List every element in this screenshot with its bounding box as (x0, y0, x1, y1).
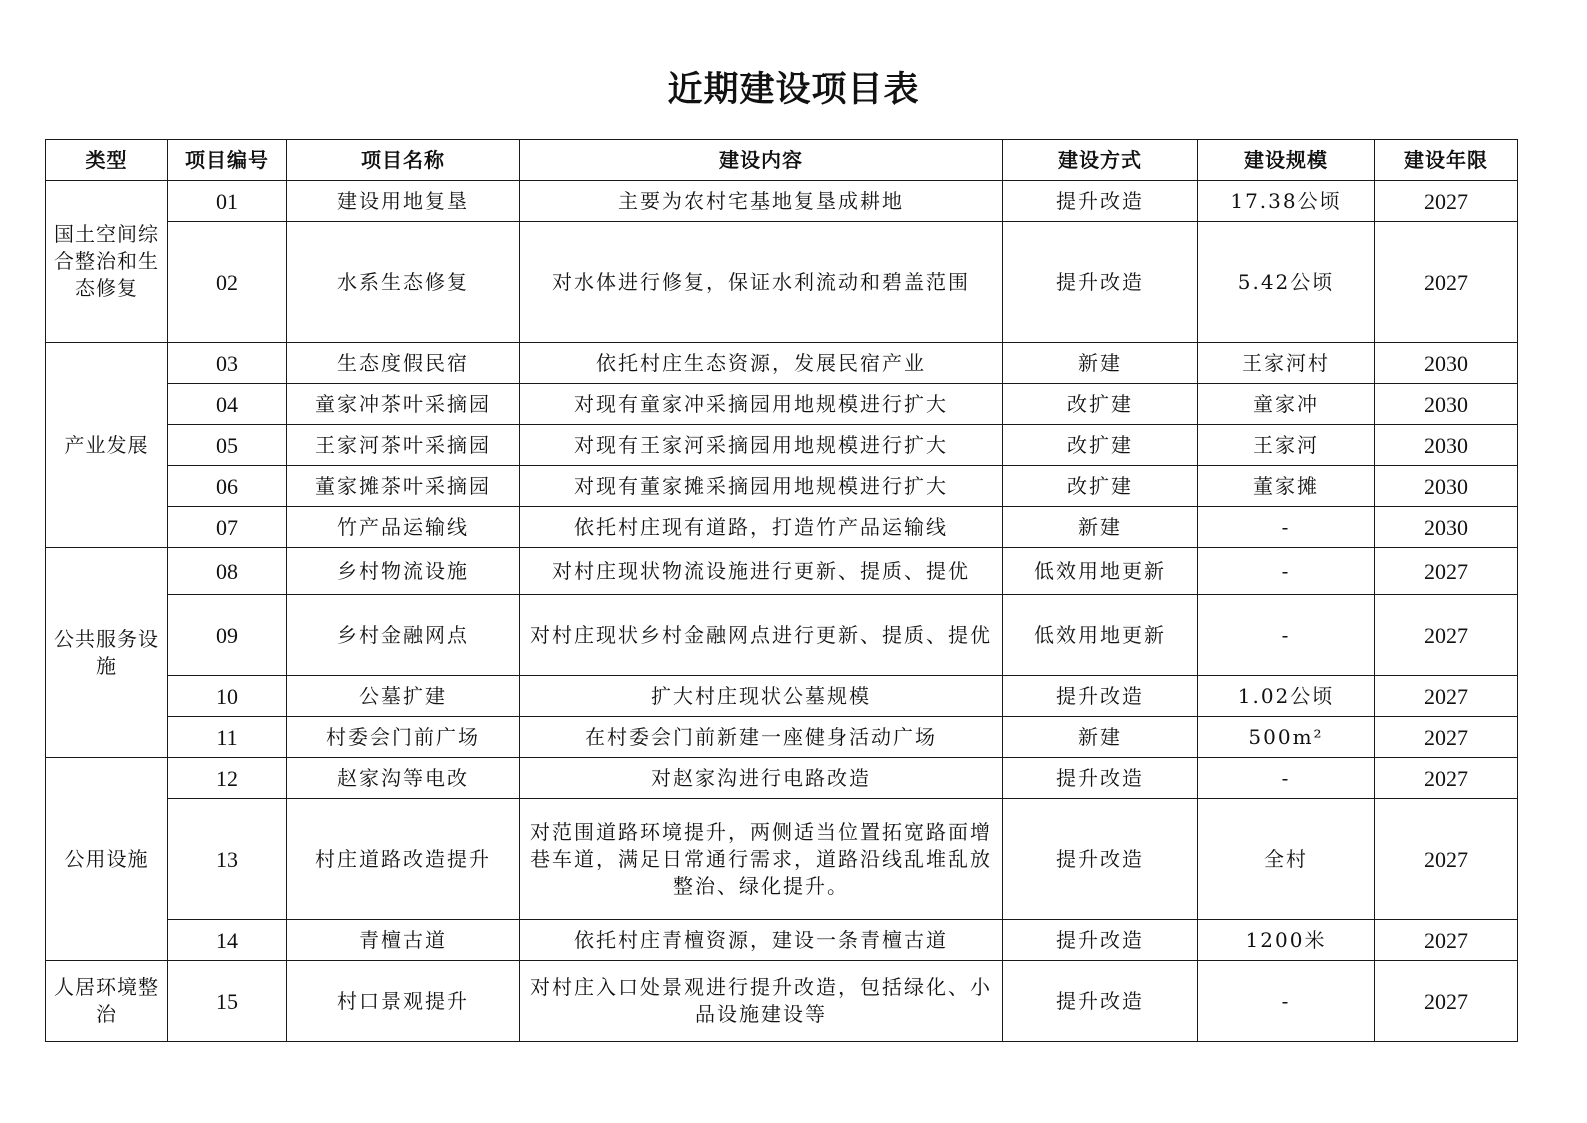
category-cell: 公用设施 (46, 758, 168, 961)
build-method-cell: 提升改造 (1003, 961, 1198, 1042)
project-id-cell: 10 (168, 676, 287, 717)
project-name-cell: 乡村物流设施 (287, 548, 520, 595)
build-year-cell: 2030 (1375, 425, 1518, 466)
project-content-cell: 在村委会门前新建一座健身活动广场 (520, 717, 1003, 758)
build-method-cell: 改扩建 (1003, 425, 1198, 466)
build-scale-cell: 王家河 (1198, 425, 1375, 466)
table-row (46, 384, 1518, 425)
header-method: 建设方式 (1003, 140, 1198, 181)
build-method-cell: 提升改造 (1003, 222, 1198, 343)
table-row (46, 799, 1518, 920)
header-row (46, 140, 1518, 181)
category-cell: 国土空间综合整治和生态修复 (46, 181, 168, 343)
project-id-cell: 03 (168, 343, 287, 384)
project-content-cell: 对村庄现状物流设施进行更新、提质、提优 (520, 548, 1003, 595)
project-id-cell: 04 (168, 384, 287, 425)
table-row (46, 595, 1518, 676)
project-name-cell: 竹产品运输线 (287, 507, 520, 548)
header-scale: 建设规模 (1198, 140, 1375, 181)
table-row (46, 717, 1518, 758)
project-id-cell: 08 (168, 548, 287, 595)
project-id-cell: 12 (168, 758, 287, 799)
build-method-cell: 提升改造 (1003, 181, 1198, 222)
build-scale-cell: 童家冲 (1198, 384, 1375, 425)
project-name-cell: 青檀古道 (287, 920, 520, 961)
header-type: 类型 (46, 140, 168, 181)
build-year-cell: 2027 (1375, 961, 1518, 1042)
build-scale-cell: - (1198, 507, 1375, 548)
project-content-cell: 依托村庄青檀资源，建设一条青檀古道 (520, 920, 1003, 961)
page-title: 近期建设项目表 (667, 70, 920, 110)
project-name-cell: 建设用地复垦 (287, 181, 520, 222)
project-id-cell: 05 (168, 425, 287, 466)
project-content-cell: 扩大村庄现状公墓规模 (520, 676, 1003, 717)
header-content: 建设内容 (520, 140, 1003, 181)
project-id-cell: 15 (168, 961, 287, 1042)
category-cell: 人居环境整治 (46, 961, 168, 1042)
project-id-cell: 06 (168, 466, 287, 507)
category-cell: 产业发展 (46, 343, 168, 548)
category-cell: 公共服务设施 (46, 548, 168, 758)
build-method-cell: 低效用地更新 (1003, 595, 1198, 676)
table-row (46, 548, 1518, 595)
project-name-cell: 水系生态修复 (287, 222, 520, 343)
project-content-cell: 对现有王家河采摘园用地规模进行扩大 (520, 425, 1003, 466)
project-content-cell: 对赵家沟进行电路改造 (520, 758, 1003, 799)
project-id-cell: 02 (168, 222, 287, 343)
table-row (46, 425, 1518, 466)
project-id-cell: 14 (168, 920, 287, 961)
build-scale-cell: - (1198, 961, 1375, 1042)
project-content-cell: 对村庄入口处景观进行提升改造，包括绿化、小品设施建设等 (520, 961, 1003, 1042)
build-scale-cell: - (1198, 595, 1375, 676)
build-year-cell: 2027 (1375, 799, 1518, 920)
project-content-cell: 对现有董家摊采摘园用地规模进行扩大 (520, 466, 1003, 507)
project-id-cell: 11 (168, 717, 287, 758)
project-content-cell: 对水体进行修复，保证水利流动和碧盖范围 (520, 222, 1003, 343)
build-year-cell: 2030 (1375, 343, 1518, 384)
project-name-cell: 王家河茶叶采摘园 (287, 425, 520, 466)
project-name-cell: 村委会门前广场 (287, 717, 520, 758)
project-content-cell: 对村庄现状乡村金融网点进行更新、提质、提优 (520, 595, 1003, 676)
build-method-cell: 改扩建 (1003, 384, 1198, 425)
build-method-cell: 新建 (1003, 343, 1198, 384)
build-year-cell: 2027 (1375, 548, 1518, 595)
header-name: 项目名称 (287, 140, 520, 181)
project-name-cell: 赵家沟等电改 (287, 758, 520, 799)
table-row (46, 507, 1518, 548)
project-content-cell: 主要为农村宅基地复垦成耕地 (520, 181, 1003, 222)
build-year-cell: 2027 (1375, 717, 1518, 758)
project-name-cell: 村口景观提升 (287, 961, 520, 1042)
project-content-cell: 依托村庄现有道路，打造竹产品运输线 (520, 507, 1003, 548)
build-year-cell: 2027 (1375, 920, 1518, 961)
table-row (46, 961, 1518, 1042)
project-id-cell: 13 (168, 799, 287, 920)
build-method-cell: 提升改造 (1003, 920, 1198, 961)
project-id-cell: 01 (168, 181, 287, 222)
table-row (46, 343, 1518, 384)
build-scale-cell: 董家摊 (1198, 466, 1375, 507)
table-row (46, 676, 1518, 717)
build-year-cell: 2030 (1375, 507, 1518, 548)
build-scale-cell: 1200米 (1198, 920, 1375, 961)
projects-table (45, 139, 1518, 1042)
project-content-cell: 对现有童家冲采摘园用地规模进行扩大 (520, 384, 1003, 425)
project-name-cell: 村庄道路改造提升 (287, 799, 520, 920)
project-name-cell: 生态度假民宿 (287, 343, 520, 384)
project-name-cell: 董家摊茶叶采摘园 (287, 466, 520, 507)
build-year-cell: 2027 (1375, 758, 1518, 799)
project-content-cell: 依托村庄生态资源，发展民宿产业 (520, 343, 1003, 384)
build-year-cell: 2027 (1375, 595, 1518, 676)
table-row (46, 181, 1518, 222)
build-scale-cell: - (1198, 548, 1375, 595)
build-year-cell: 2030 (1375, 384, 1518, 425)
build-year-cell: 2027 (1375, 676, 1518, 717)
build-year-cell: 2027 (1375, 181, 1518, 222)
build-scale-cell: 1.02公顷 (1198, 676, 1375, 717)
build-scale-cell: 17.38公顷 (1198, 181, 1375, 222)
header-id: 项目编号 (168, 140, 287, 181)
build-year-cell: 2027 (1375, 222, 1518, 343)
build-method-cell: 新建 (1003, 507, 1198, 548)
build-method-cell: 提升改造 (1003, 799, 1198, 920)
build-method-cell: 提升改造 (1003, 758, 1198, 799)
build-scale-cell: 500m² (1198, 717, 1375, 758)
project-id-cell: 07 (168, 507, 287, 548)
project-name-cell: 公墓扩建 (287, 676, 520, 717)
build-method-cell: 低效用地更新 (1003, 548, 1198, 595)
project-id-cell: 09 (168, 595, 287, 676)
table-row (46, 758, 1518, 799)
project-content-cell: 对范围道路环境提升，两侧适当位置拓宽路面增巷车道，满足日常通行需求，道路沿线乱堆乱放整治、绿化提升。 (520, 799, 1003, 920)
build-method-cell: 改扩建 (1003, 466, 1198, 507)
build-scale-cell: 王家河村 (1198, 343, 1375, 384)
table-row (46, 466, 1518, 507)
project-name-cell: 童家冲茶叶采摘园 (287, 384, 520, 425)
project-name-cell: 乡村金融网点 (287, 595, 520, 676)
table-row (46, 222, 1518, 343)
build-scale-cell: - (1198, 758, 1375, 799)
build-scale-cell: 全村 (1198, 799, 1375, 920)
build-scale-cell: 5.42公顷 (1198, 222, 1375, 343)
build-method-cell: 新建 (1003, 717, 1198, 758)
header-year: 建设年限 (1375, 140, 1518, 181)
table-row (46, 920, 1518, 961)
build-method-cell: 提升改造 (1003, 676, 1198, 717)
build-year-cell: 2030 (1375, 466, 1518, 507)
